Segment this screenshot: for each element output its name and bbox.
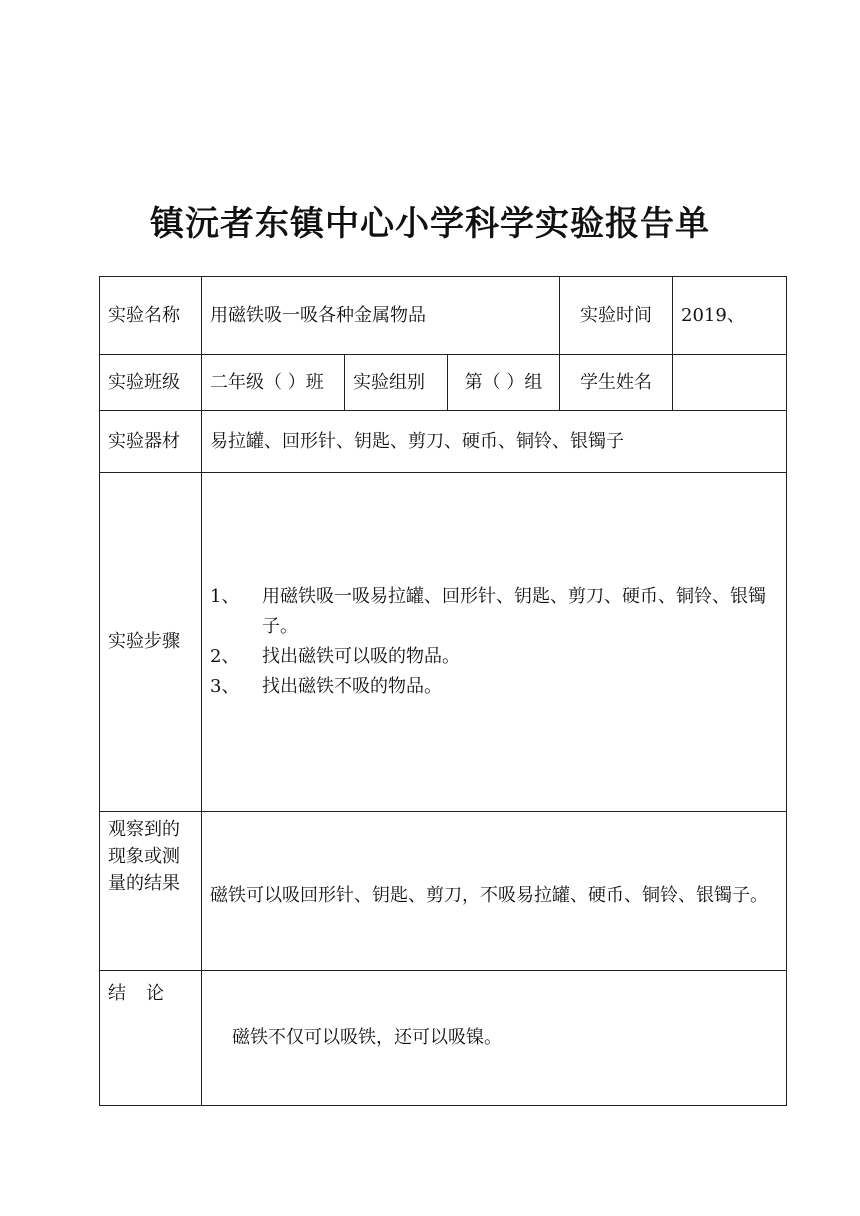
step-number: 1、 [210, 586, 240, 607]
row-observation [100, 812, 787, 971]
list-item [210, 642, 778, 672]
experiment-name-label: 实验名称 [100, 277, 202, 355]
list-item [210, 672, 778, 702]
conclusion-label: 结论 [100, 971, 202, 1106]
experiment-class-value: 二年级（ ）班 [202, 355, 345, 411]
experiment-materials-label: 实验器材 [100, 411, 202, 473]
step-number: 2、 [210, 646, 240, 667]
row-conclusion [100, 971, 787, 1106]
experiment-time-value: 2019、 [673, 277, 787, 355]
step-text: 找出磁铁不吸的物品。 [262, 676, 442, 697]
experiment-steps-content [202, 473, 787, 812]
step-number: 3、 [210, 676, 240, 697]
list-item [210, 582, 778, 642]
student-name-value [673, 355, 787, 411]
row-experiment-name [100, 277, 787, 355]
experiment-group-label: 实验组别 [345, 355, 448, 411]
experiment-report-table [99, 276, 787, 1106]
student-name-label: 学生姓名 [560, 355, 673, 411]
experiment-steps-label: 实验步骤 [100, 473, 202, 812]
experiment-time-label: 实验时间 [560, 277, 673, 355]
experiment-group-value: 第（ ）组 [448, 355, 560, 411]
experiment-materials-value: 易拉罐、回形针、钥匙、剪刀、硬币、铜铃、银镯子 [202, 411, 787, 473]
steps-list [210, 582, 778, 702]
observation-label: 观察到的现象或测量的结果 [100, 812, 202, 971]
row-experiment-materials [100, 411, 787, 473]
step-text: 找出磁铁可以吸的物品。 [262, 646, 460, 667]
step-text: 用磁铁吸一吸易拉罐、回形针、钥匙、剪刀、硬币、铜铃、银镯子。 [262, 586, 766, 637]
row-experiment-steps [100, 473, 787, 812]
experiment-name-value: 用磁铁吸一吸各种金属物品 [202, 277, 560, 355]
page-title: 镇沅者东镇中心小学科学实验报告单 [150, 204, 710, 244]
observation-value: 磁铁可以吸回形针、钥匙、剪刀，不吸易拉罐、硬币、铜铃、银镯子。 [202, 812, 787, 971]
row-experiment-class [100, 355, 787, 411]
experiment-class-label: 实验班级 [100, 355, 202, 411]
conclusion-value: 磁铁不仅可以吸铁，还可以吸镍。 [202, 971, 787, 1106]
